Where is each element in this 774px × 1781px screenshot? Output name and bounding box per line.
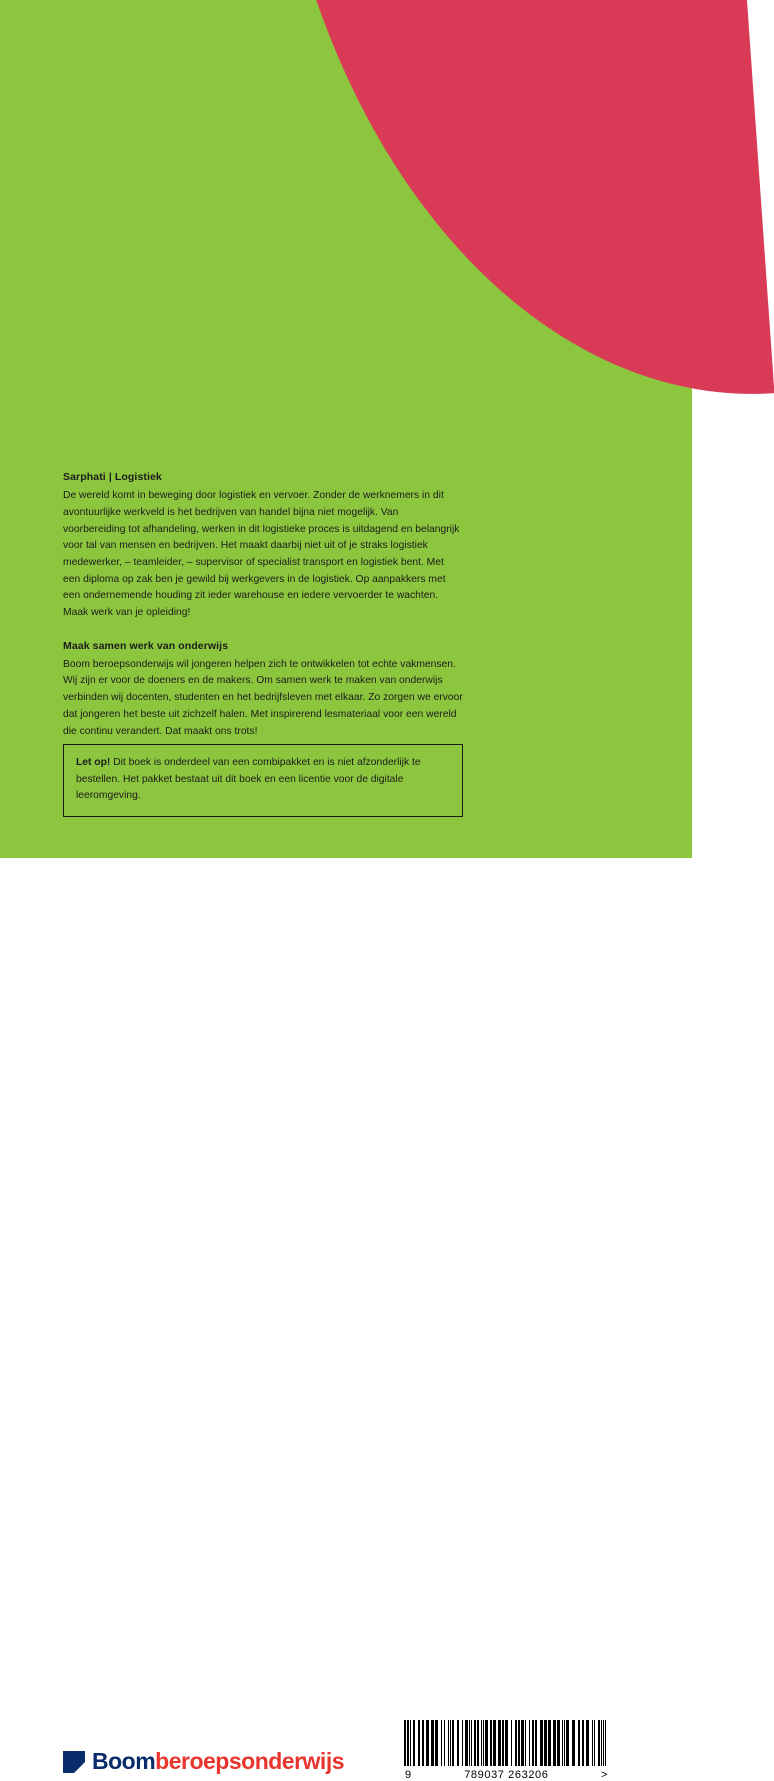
footer-area [0, 858, 692, 1781]
note-label: Let op! [76, 757, 111, 768]
note-body: Dit boek is onderdeel van een combipakket en is niet afzonderlijk te bestellen. Het pakket bestaat uit dit boek en een licentie voor de digitale leeromgeving. [76, 757, 421, 802]
publisher-logo [63, 1750, 344, 1773]
paragraph-spacer [63, 622, 463, 639]
note-paragraph [76, 755, 450, 805]
barcode-number-main: 789037 263206 [464, 1769, 549, 1781]
red-curve-shape [270, 0, 774, 425]
series-title: Sarphati | Logistiek [63, 471, 162, 483]
boom-logo-mark-icon [63, 1751, 85, 1773]
series-paragraph: De wereld komt in beweging door logistiek en vervoer. Zonder de werknemers in dit avontuurlijke werkveld is het bedrijven van handel bijna niet mogelijk. Van voorbereiding tot afhandeling, werken in dit logistieke proces is uitdagend en belangrijk voor tal van mensen en bedrijven. Het maakt daarbij niet uit of je straks logistiek medewerker, – teamleider, – supervisor of specialist transport en logistiek bent. Met een diploma op zak ben je gewild bij werkgevers in de logistiek. Op aanpakkers met een ondernemende houding zit ieder warehouse en iedere vervoerder te wachten. Maak werk van je opleiding! [63, 490, 460, 618]
barcode-digit-left: 9 [405, 1769, 412, 1781]
barcode-suffix: > [600, 1769, 608, 1781]
barcode-number-row [404, 1769, 609, 1781]
back-cover-text-block [63, 470, 463, 740]
publisher-logo-text [92, 1750, 344, 1773]
publisher-paragraph: Boom beroepsonderwijs wil jongeren helpen zich te ontwikkelen tot echte vakmensen. Wij zijn er voor de doeners en de makers. Om samen werk te maken van onderwijs verbinden wij docenten, studenten en het bedrijfsleven met elkaar. Zo zorgen we ervoor dat jongeren het beste uit zichzelf halen. Met inspirerend lesmateriaal voor een wereld die continu verandert. Dat maakt ons trots! [63, 658, 463, 737]
logo-text-boom: Boom [92, 1748, 156, 1774]
logo-text-beroepsonderwijs: beroepsonderwijs [155, 1748, 344, 1774]
publisher-title: Maak samen werk van onderwijs [63, 639, 229, 652]
barcode [404, 1720, 609, 1781]
barcode-bars-icon [404, 1720, 609, 1766]
note-box [63, 744, 463, 817]
